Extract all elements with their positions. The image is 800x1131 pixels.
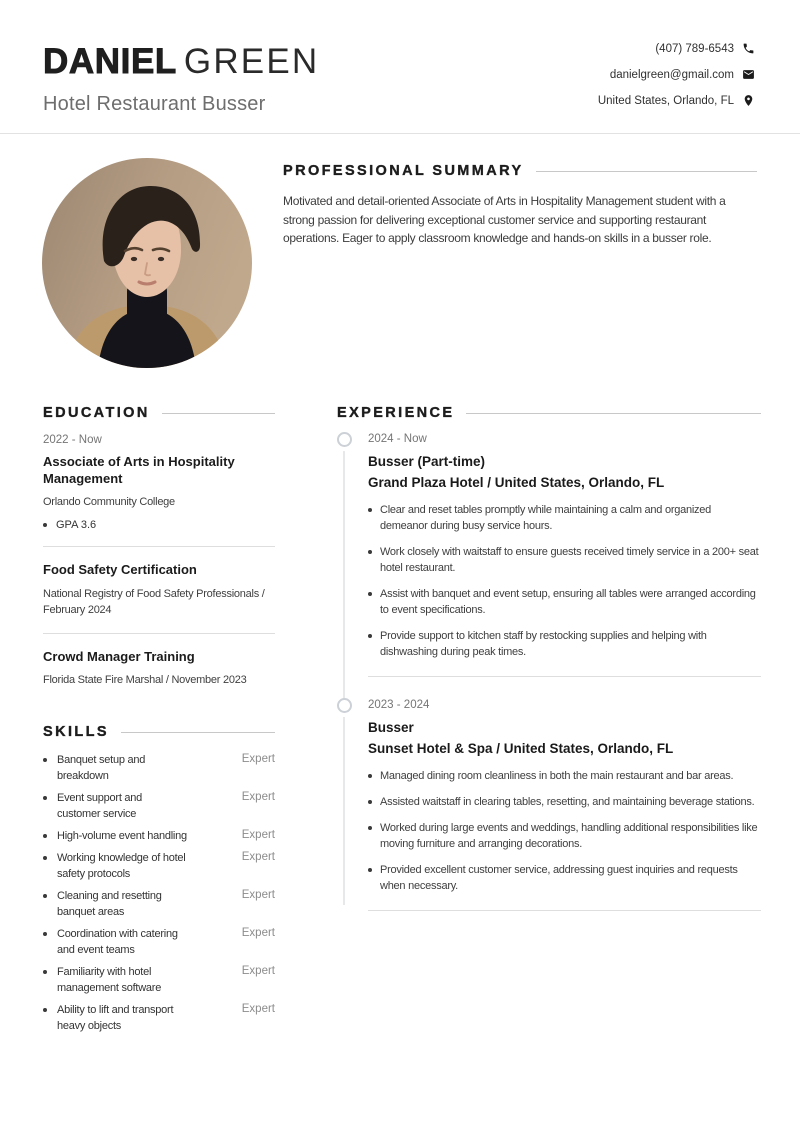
experience-heading: EXPERIENCE	[337, 405, 455, 421]
skill-name: Event support and customer service	[57, 792, 143, 820]
heading-rule	[536, 171, 757, 172]
contact-phone	[655, 42, 755, 55]
bullet-dot	[368, 826, 372, 830]
job-title: Hotel Restaurant Busser	[43, 93, 266, 115]
education-item	[43, 562, 275, 618]
experience-date: 2024 - Now	[368, 433, 427, 445]
certification-issuer: National Registry of Food Safety Professionals / February 2024	[43, 587, 265, 616]
skill-level: Expert	[241, 889, 275, 901]
bullet-dot	[43, 970, 47, 974]
education-item	[43, 434, 275, 531]
training-title: Crowd Manager Training	[43, 648, 195, 664]
divider	[43, 546, 275, 547]
bullet-dot	[43, 932, 47, 936]
skill-item	[43, 964, 275, 996]
bullet-dot	[368, 634, 372, 638]
skills-heading: SKILLS	[43, 724, 109, 740]
phone-number: (407) 789-6543	[655, 42, 734, 55]
skill-name: Ability to lift and transport heavy objects	[57, 1004, 174, 1032]
experience-item	[337, 433, 761, 677]
email-icon	[742, 68, 755, 81]
last-name: GREEN	[183, 42, 320, 81]
divider	[368, 676, 761, 677]
bullet-dot	[43, 523, 47, 527]
profile-photo	[42, 158, 252, 368]
skill-item	[43, 926, 275, 958]
education-heading-row	[43, 405, 275, 421]
bullet-text: Worked during large events and weddings, handling additional responsibilities like moving furniture and arranging decorations.	[380, 822, 758, 850]
divider	[43, 633, 275, 634]
skill-item	[43, 888, 275, 920]
skills-heading-row	[43, 724, 275, 740]
experience-org: Sunset Hotel & Spa / United States, Orlando, FL	[368, 741, 674, 756]
bullet-dot	[43, 758, 47, 762]
education-section	[43, 405, 275, 688]
right-column	[337, 405, 761, 911]
bullet-text: Provided excellent customer service, addressing guest inquiries and requests when necessary.	[380, 864, 738, 892]
experience-org: Grand Plaza Hotel / United States, Orlando, FL	[368, 475, 665, 490]
skill-name: Familiarity with hotel management software	[57, 966, 162, 994]
timeline-line	[343, 717, 345, 905]
experience-bullet	[368, 628, 761, 660]
skill-level: Expert	[241, 851, 275, 863]
skill-item	[43, 850, 275, 882]
training-issuer: Florida State Fire Marshal / November 2023	[43, 674, 247, 686]
skill-name: Coordination with catering and event teams	[57, 928, 178, 956]
skill-name: Banquet setup and breakdown	[57, 754, 146, 782]
bullet-dot	[368, 550, 372, 554]
bullet-text: Clear and reset tables promptly while maintaining a calm and organized demeanor during busy service hours.	[380, 504, 712, 532]
bullet-dot	[43, 894, 47, 898]
skill-name: Working knowledge of hotel safety protocols	[57, 852, 186, 880]
summary-heading: PROFESSIONAL SUMMARY	[283, 163, 524, 179]
divider	[368, 910, 761, 911]
skill-list	[43, 752, 275, 1034]
phone-icon	[742, 42, 755, 55]
bullet-dot	[368, 592, 372, 596]
education-degree: Associate of Arts in Hospitality Management	[43, 454, 235, 486]
experience-bullet	[368, 794, 761, 810]
timeline-dot	[337, 698, 352, 713]
education-date: 2022 - Now	[43, 434, 102, 446]
education-item	[43, 649, 275, 689]
skill-item	[43, 790, 275, 822]
bullet-dot	[368, 508, 372, 512]
experience-bullet	[368, 544, 761, 576]
email-address: danielgreen@gmail.com	[609, 68, 734, 81]
person-name	[43, 42, 319, 82]
timeline-dot	[337, 432, 352, 447]
skill-item	[43, 828, 275, 844]
skill-name: High-volume event handling	[57, 830, 187, 842]
experience-role: Busser (Part-time)	[368, 454, 486, 469]
contact-location	[598, 94, 755, 107]
summary-heading-row	[283, 163, 757, 179]
heading-rule	[162, 413, 275, 414]
bullet-text: Work closely with waitstaff to ensure guests received timely service in a 200+ seat hotel restaurant.	[380, 546, 759, 574]
bullet-text: Provide support to kitchen staff by restocking supplies and helping with dishwashing during peak times.	[380, 630, 707, 658]
experience-bullet	[368, 768, 761, 784]
certification-title: Food Safety Certification	[43, 562, 197, 577]
summary-section	[283, 163, 757, 260]
bullet-dot	[43, 1008, 47, 1012]
skill-name: Cleaning and resetting banquet areas	[57, 890, 162, 918]
bullet-text: Assist with banquet and event setup, ensuring all tables were arranged according to event specifications.	[380, 588, 756, 616]
experience-bullet	[368, 862, 761, 894]
location-icon	[742, 94, 755, 107]
skill-level: Expert	[241, 829, 275, 841]
bullet-dot	[368, 800, 372, 804]
heading-rule	[121, 732, 275, 733]
skill-level: Expert	[241, 1003, 275, 1015]
experience-bullet	[368, 586, 761, 618]
education-school: Orlando Community College	[43, 496, 175, 508]
left-column	[43, 405, 275, 1040]
skills-section	[43, 724, 275, 1034]
summary-text: Motivated and detail-oriented Associate of Arts in Hospitality Management student with a strong passion for delivering exceptional customer service and supporting restaurant operations. Eager to apply classroom knowledge and hands-on skills in a busser role.	[283, 194, 726, 245]
bullet-text: Managed dining room cleanliness in both the main restaurant and bar areas.	[380, 770, 734, 782]
experience-bullet	[368, 820, 761, 852]
skill-level: Expert	[241, 965, 275, 977]
skill-item	[43, 752, 275, 784]
experience-bullet	[368, 502, 761, 534]
bullet-dot	[368, 774, 372, 778]
skill-level: Expert	[241, 927, 275, 939]
experience-item	[337, 699, 761, 911]
education-bullet	[43, 519, 275, 531]
experience-bullets	[368, 502, 761, 660]
header-divider	[0, 133, 800, 134]
skill-item	[43, 1002, 275, 1034]
bullet-dot	[43, 856, 47, 860]
first-name: DANIEL	[43, 42, 177, 81]
experience-role: Busser	[368, 720, 414, 735]
experience-section	[337, 405, 761, 911]
experience-date: 2023 - 2024	[368, 699, 430, 711]
bullet-dot	[43, 834, 47, 838]
timeline-line	[343, 451, 345, 699]
experience-heading-row	[337, 405, 761, 421]
skill-level: Expert	[241, 791, 275, 803]
experience-bullets	[368, 768, 761, 894]
contact-block	[598, 42, 755, 107]
skill-level: Expert	[241, 753, 275, 765]
education-heading: EDUCATION	[43, 405, 150, 421]
bullet-dot	[368, 868, 372, 872]
gpa-text: GPA 3.6	[56, 519, 97, 531]
contact-email	[610, 68, 755, 81]
heading-rule	[466, 413, 761, 414]
bullet-text: Assisted waitstaff in clearing tables, resetting, and maintaining beverage stations.	[380, 796, 755, 808]
bullet-dot	[43, 796, 47, 800]
location-text: United States, Orlando, FL	[597, 94, 734, 107]
